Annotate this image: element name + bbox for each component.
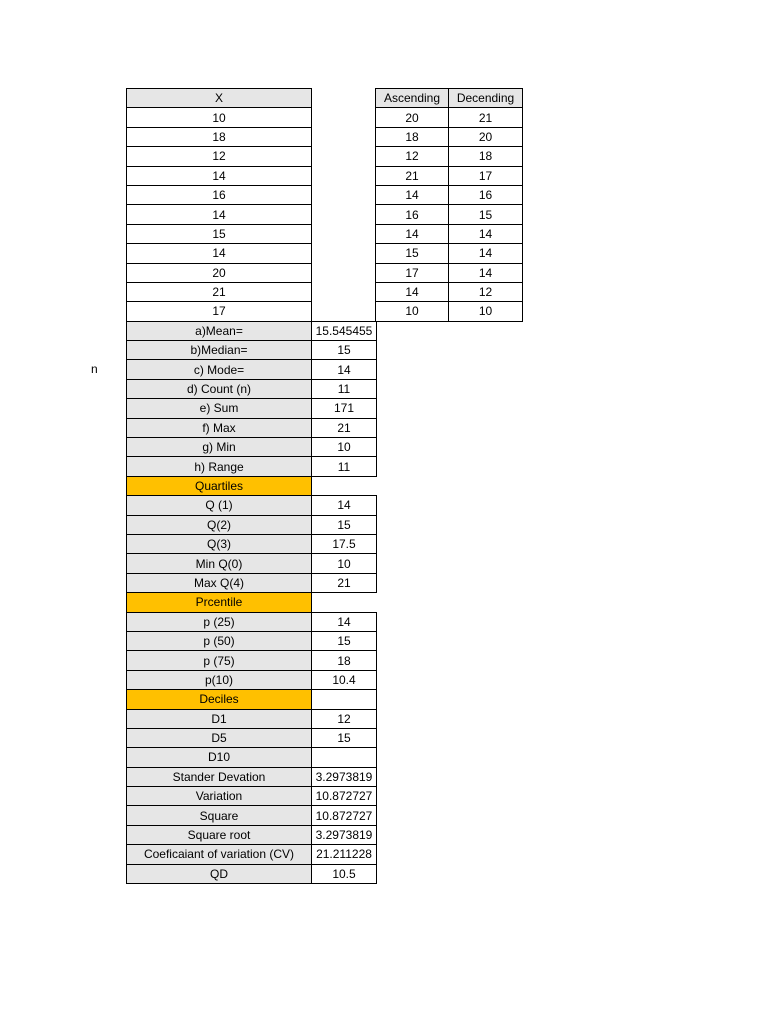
quartile-row-label[interactable]: Q(2)	[127, 515, 312, 534]
decending-value[interactable]: 15	[449, 205, 523, 224]
ascending-value[interactable]: 21	[376, 166, 449, 185]
dispersion-row-value[interactable]: 10.5	[312, 864, 377, 883]
x-value-row	[127, 108, 377, 127]
x-value-row	[127, 263, 377, 282]
decending-value[interactable]: 14	[449, 244, 523, 263]
x-value-cell[interactable]: 14	[127, 244, 312, 263]
ascending-value[interactable]: 16	[376, 205, 449, 224]
decending-value[interactable]: 16	[449, 185, 523, 204]
percentile-row-label[interactable]: p(10)	[127, 670, 312, 689]
quartile-row	[127, 573, 377, 592]
empty-cell[interactable]	[312, 593, 377, 612]
x-header-cell[interactable]: X	[127, 89, 312, 108]
quartiles-title-row	[127, 476, 377, 495]
percentile-row-value[interactable]: 10.4	[312, 670, 377, 689]
dispersion-row-label[interactable]: Stander Devation	[127, 767, 312, 786]
statistics-table	[126, 88, 377, 884]
empty-cell[interactable]	[312, 147, 377, 166]
empty-cell[interactable]	[312, 108, 377, 127]
percentile-row-value[interactable]: 18	[312, 651, 377, 670]
ascending-value[interactable]: 18	[376, 127, 449, 146]
stat-row	[127, 321, 377, 340]
x-value-row	[127, 282, 377, 301]
decending-header[interactable]: Decending	[449, 89, 523, 108]
x-value-cell[interactable]: 21	[127, 282, 312, 301]
stat-row-label[interactable]: e) Sum	[127, 399, 312, 418]
stat-row-value[interactable]: 21	[312, 418, 377, 437]
stat-row-label[interactable]: a)Mean=	[127, 321, 312, 340]
sorted-values-table	[375, 88, 523, 322]
percentile-row-value[interactable]: 15	[312, 631, 377, 650]
x-value-cell[interactable]: 17	[127, 302, 312, 321]
stat-row-value[interactable]: 11	[312, 457, 377, 476]
quartile-row-label[interactable]: Q(3)	[127, 534, 312, 553]
stat-row	[127, 360, 377, 379]
dispersion-row-label[interactable]: Square root	[127, 825, 312, 844]
empty-cell[interactable]	[312, 263, 377, 282]
x-value-row	[127, 166, 377, 185]
empty-cell[interactable]	[312, 244, 377, 263]
quartiles-title[interactable]: Quartiles	[127, 476, 312, 495]
x-value-row	[127, 244, 377, 263]
empty-cell[interactable]	[312, 205, 377, 224]
x-value-cell[interactable]: 16	[127, 185, 312, 204]
stat-row-label[interactable]: b)Median=	[127, 341, 312, 360]
sort-row	[376, 224, 523, 243]
empty-cell[interactable]	[312, 476, 377, 495]
decile-row-label[interactable]: D10	[127, 748, 312, 767]
percentile-title-row	[127, 593, 377, 612]
deciles-title-row	[127, 690, 377, 709]
stat-row	[127, 418, 377, 437]
quartile-row	[127, 515, 377, 534]
percentile-row-value[interactable]: 14	[312, 612, 377, 631]
x-value-cell[interactable]: 12	[127, 147, 312, 166]
empty-cell[interactable]	[312, 282, 377, 301]
decending-value[interactable]: 20	[449, 127, 523, 146]
decile-row-value[interactable]	[312, 748, 377, 767]
ascending-value[interactable]: 15	[376, 244, 449, 263]
quartile-row-label[interactable]: Max Q(4)	[127, 573, 312, 592]
dispersion-row	[127, 864, 377, 883]
stat-row-value[interactable]: 11	[312, 379, 377, 398]
stat-row-label[interactable]: c) Mode=	[127, 360, 312, 379]
quartile-row	[127, 554, 377, 573]
sort-header-row	[376, 89, 523, 108]
x-value-cell[interactable]: 10	[127, 108, 312, 127]
ascending-value[interactable]: 17	[376, 263, 449, 282]
dispersion-row	[127, 845, 377, 864]
quartile-row-value[interactable]: 21	[312, 573, 377, 592]
decending-value[interactable]: 14	[449, 263, 523, 282]
decending-value[interactable]: 10	[449, 302, 523, 321]
deciles-title[interactable]: Deciles	[127, 690, 312, 709]
ascending-value[interactable]: 12	[376, 147, 449, 166]
decending-value[interactable]: 18	[449, 147, 523, 166]
quartile-row-value[interactable]: 10	[312, 554, 377, 573]
ascending-value[interactable]: 10	[376, 302, 449, 321]
dispersion-row-value[interactable]: 3.2973819	[312, 825, 377, 844]
percentile-row	[127, 651, 377, 670]
decile-row	[127, 748, 377, 767]
stat-row-label[interactable]: f) Max	[127, 418, 312, 437]
stat-row	[127, 399, 377, 418]
x-value-row	[127, 302, 377, 321]
stat-row-label[interactable]: d) Count (n)	[127, 379, 312, 398]
sort-row	[376, 166, 523, 185]
dispersion-row-value[interactable]: 3.2973819	[312, 767, 377, 786]
quartile-row-value[interactable]: 15	[312, 515, 377, 534]
percentile-row-label[interactable]: p (50)	[127, 631, 312, 650]
quartile-row	[127, 534, 377, 553]
ascending-value[interactable]: 20	[376, 108, 449, 127]
percentile-row	[127, 612, 377, 631]
quartile-row-value[interactable]: 14	[312, 496, 377, 515]
decile-row	[127, 728, 377, 747]
percentile-row-label[interactable]: p (75)	[127, 651, 312, 670]
stat-row	[127, 341, 377, 360]
x-value-row	[127, 147, 377, 166]
dispersion-row-value[interactable]: 10.872727	[312, 806, 377, 825]
x-value-cell[interactable]: 14	[127, 205, 312, 224]
stat-row	[127, 438, 377, 457]
x-value-row	[127, 127, 377, 146]
sort-row	[376, 185, 523, 204]
x-value-cell[interactable]: 18	[127, 127, 312, 146]
ascending-value[interactable]: 14	[376, 185, 449, 204]
dispersion-row-label[interactable]: QD	[127, 864, 312, 883]
x-value-cell[interactable]: 14	[127, 166, 312, 185]
decending-value[interactable]: 21	[449, 108, 523, 127]
stat-row-label[interactable]: g) Min	[127, 438, 312, 457]
x-value-row	[127, 205, 377, 224]
dispersion-row-label[interactable]: Square	[127, 806, 312, 825]
decile-row-value[interactable]: 12	[312, 709, 377, 728]
sort-row	[376, 127, 523, 146]
dispersion-row-value[interactable]: 10.872727	[312, 787, 377, 806]
stat-row	[127, 457, 377, 476]
ascending-value[interactable]: 14	[376, 282, 449, 301]
quartile-row-label[interactable]: Min Q(0)	[127, 554, 312, 573]
sort-row	[376, 147, 523, 166]
percentile-row	[127, 670, 377, 689]
stat-row-value[interactable]: 15.545455	[312, 321, 377, 340]
decile-row	[127, 709, 377, 728]
dispersion-row	[127, 767, 377, 786]
stat-row	[127, 379, 377, 398]
decending-value[interactable]: 12	[449, 282, 523, 301]
decile-row-label[interactable]: D5	[127, 728, 312, 747]
percentile-row	[127, 631, 377, 650]
stat-row-value[interactable]: 10	[312, 438, 377, 457]
x-value-row	[127, 224, 377, 243]
sort-row	[376, 205, 523, 224]
quartile-row-value[interactable]: 17.5	[312, 534, 377, 553]
decending-value[interactable]: 14	[449, 224, 523, 243]
stat-row-label[interactable]: h) Range	[127, 457, 312, 476]
empty-cell[interactable]	[312, 89, 377, 108]
stat-row-value[interactable]: 14	[312, 360, 377, 379]
ascending-value[interactable]: 14	[376, 224, 449, 243]
decile-row-value[interactable]: 15	[312, 728, 377, 747]
empty-cell[interactable]	[312, 302, 377, 321]
dispersion-row	[127, 787, 377, 806]
ascending-header[interactable]: Ascending	[376, 89, 449, 108]
stat-row-value[interactable]: 15	[312, 341, 377, 360]
stat-row-value[interactable]: 171	[312, 399, 377, 418]
sort-row	[376, 282, 523, 301]
percentile-title[interactable]: Prcentile	[127, 593, 312, 612]
empty-cell[interactable]	[312, 224, 377, 243]
dispersion-row-label[interactable]: Coeficaiant of variation (CV)	[127, 845, 312, 864]
dispersion-row-label[interactable]: Variation	[127, 787, 312, 806]
x-header-row	[127, 89, 377, 108]
quartile-row-label[interactable]: Q (1)	[127, 496, 312, 515]
sort-row	[376, 302, 523, 321]
stray-label-n: n	[91, 362, 98, 376]
sort-row	[376, 263, 523, 282]
decending-value[interactable]: 17	[449, 166, 523, 185]
decile-row-label[interactable]: D1	[127, 709, 312, 728]
sort-row	[376, 244, 523, 263]
empty-cell[interactable]	[312, 185, 377, 204]
x-value-row	[127, 185, 377, 204]
dispersion-row	[127, 806, 377, 825]
empty-cell[interactable]	[312, 166, 377, 185]
empty-cell[interactable]	[312, 690, 377, 709]
sort-row	[376, 108, 523, 127]
x-value-cell[interactable]: 20	[127, 263, 312, 282]
quartile-row	[127, 496, 377, 515]
x-value-cell[interactable]: 15	[127, 224, 312, 243]
dispersion-row	[127, 825, 377, 844]
percentile-row-label[interactable]: p (25)	[127, 612, 312, 631]
empty-cell[interactable]	[312, 127, 377, 146]
dispersion-row-value[interactable]: 21.211228	[312, 845, 377, 864]
